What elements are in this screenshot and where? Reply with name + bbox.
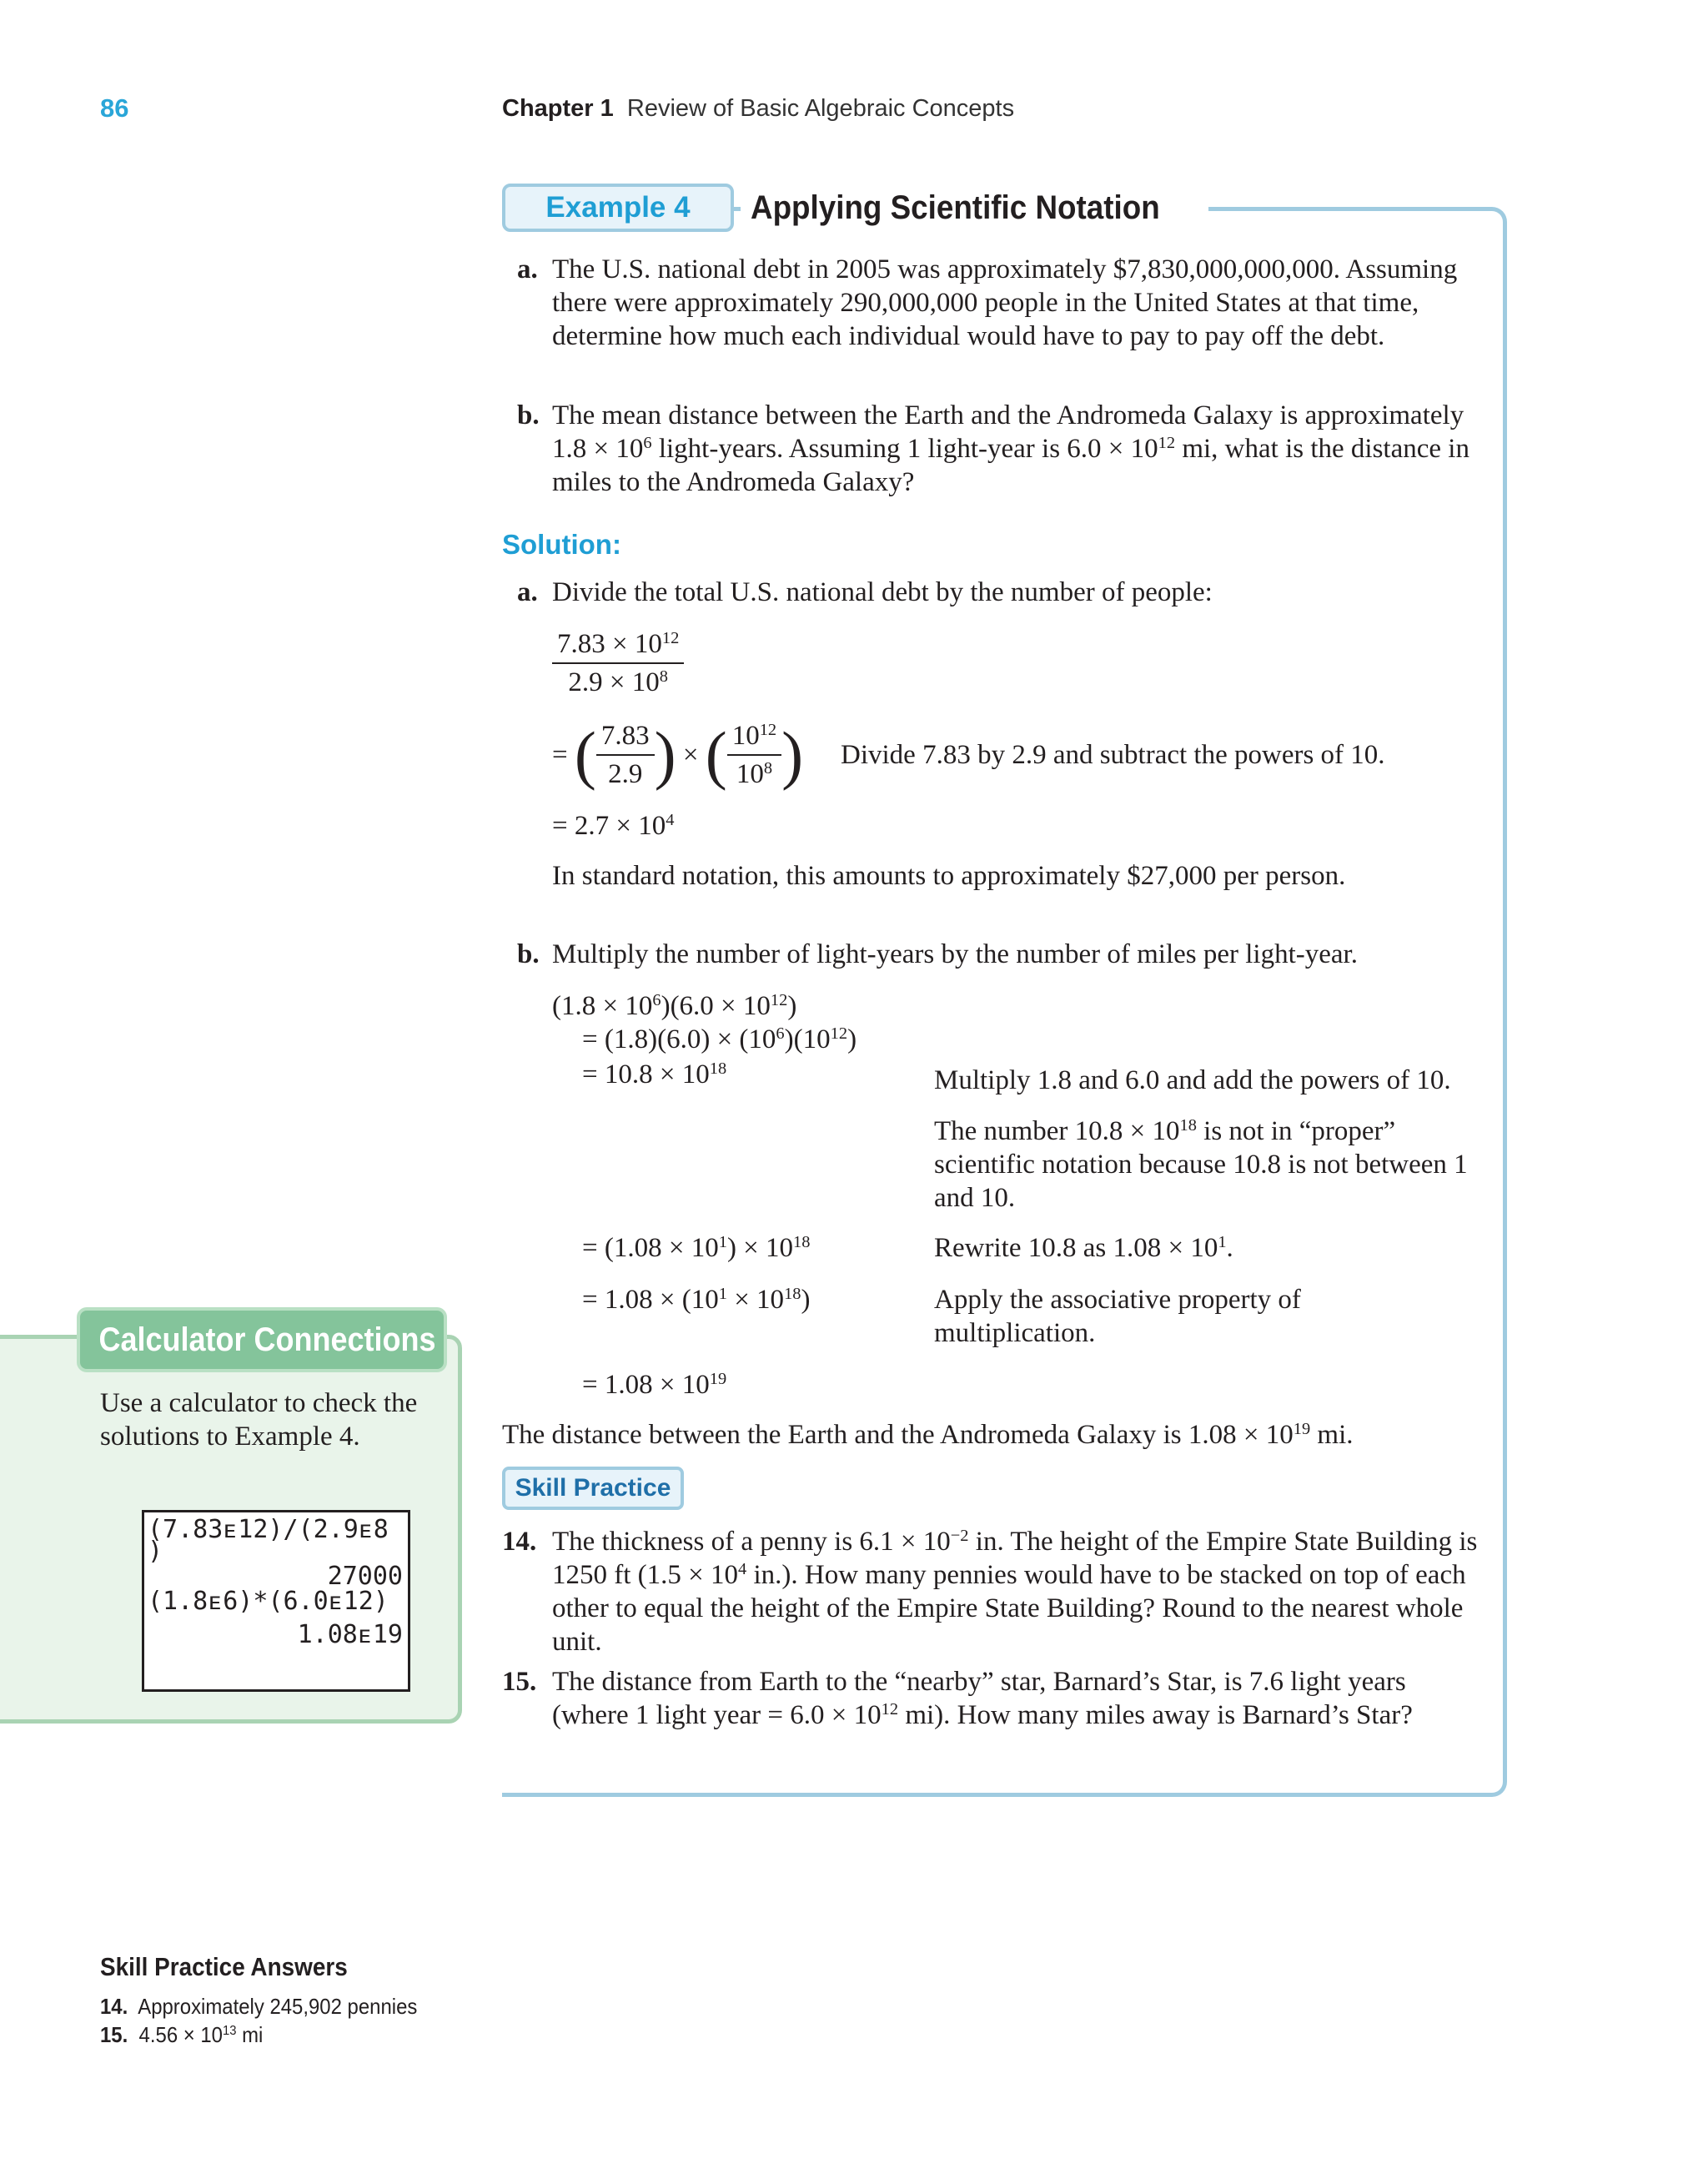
example-badge: Example 4 xyxy=(502,184,734,232)
solution-b-line5: = $1.08 \times (10^1 \times 10^{18})$ xyxy=(582,1284,811,1315)
calculator-connections-badge xyxy=(77,1307,447,1372)
solution-a-conclusion: In standard notation, this amounts to approximately $27,000 per person. xyxy=(552,861,1346,891)
problem-b-label: b. xyxy=(517,400,540,430)
solution-b-line2: = $(1.8)(6.0) \times (10^6)(10^{12})$ xyxy=(582,1024,857,1054)
solution-b-line3: = $10.8 \times 10^{18}$ xyxy=(582,1059,727,1089)
solution-b-note3: Rewrite 10.8 as $1.08 \times 10^1$. xyxy=(934,1232,1233,1263)
solution-b-note4: Apply the associative property of multiplication. xyxy=(934,1285,1301,1348)
problem-a-label: a. xyxy=(517,254,538,284)
solution-label: Solution: xyxy=(502,529,621,560)
solution-a-intro: Divide the total U.S. national debt by the number of people: xyxy=(552,577,1213,607)
solution-b-label: b. xyxy=(517,939,540,969)
skill-practice-answers-title: Skill Practice Answers xyxy=(100,1952,348,1981)
calculator-connections-text: Use a calculator to check the solutions to Example 4. xyxy=(100,1388,418,1452)
chapter-title: Review of Basic Algebraic Concepts xyxy=(626,95,1015,122)
calculator-screen-line2: ) xyxy=(148,1537,163,1566)
solution-b-intro: Multiply the number of light-years by the number of miles per light-year. xyxy=(552,939,1358,969)
solution-b-line4: = $(1.08 \times 10^1) \times 10^{18}$ xyxy=(582,1232,811,1263)
chapter-label: Chapter 1 xyxy=(502,95,614,122)
problem-b xyxy=(517,399,1484,499)
problem-b-text: The mean distance between the Earth and the Andromeda Galaxy is approximately $1.8 \times 10^6$ light-years. Assuming 1 light-year is $6.0 \times 10^{12}$ mi, what is the distance in miles to the Andromeda Galaxy? xyxy=(552,400,1469,497)
solution-b-line1: $(1.8 \times 10^6)(6.0 \times 10^{12})$ xyxy=(552,990,797,1021)
solution-b-line6: = $1.08 \times 10^{19}$ xyxy=(582,1369,727,1400)
calculator-screen-line5: 1.08ᴇ19 xyxy=(297,1620,403,1649)
skill-practice-14 xyxy=(502,1525,1486,1658)
skill-practice-14-number: 14. xyxy=(502,1527,537,1557)
solution-b-note2: The number $10.8 \times 10^{18}$ is not in “proper” scientific notation because 10.8 is not between 1 and 10. xyxy=(934,1115,1468,1213)
calculator-screen-line1: (7.83ᴇ12)/(2.9ᴇ8 xyxy=(148,1515,389,1544)
example-title: Applying Scientific Notation xyxy=(751,189,1160,226)
answer-15: 15. $4.56 \times 10^{13}$ mi xyxy=(100,2022,264,2047)
solution-a-label-bold: a. xyxy=(517,577,538,607)
calculator-screen-line3: 27000 xyxy=(327,1562,403,1591)
calculator-screen xyxy=(142,1510,410,1692)
skill-practice-badge: Skill Practice xyxy=(502,1467,684,1510)
skill-practice-14-text: The thickness of a penny is $6.1 \times 10^{-2}$ in. The height of the Empire State Building is 1250 ft ($1.5 \times 10^4$ in.). How many pennies would have to be stacked on top of each other to equal the height of the Empire State Building? Round to the nearest whole unit. xyxy=(552,1526,1478,1657)
calculator-connections-title: Calculator Connections xyxy=(98,1321,436,1358)
step2-note: Divide 7.83 by 2.9 and subtract the powers of 10. xyxy=(841,740,1385,770)
skill-practice-15-number: 15. xyxy=(502,1667,537,1697)
calculator-screen-line4: (1.8ᴇ6)*(6.0ᴇ12) xyxy=(148,1587,389,1616)
problem-a-text: The U.S. national debt in 2005 was approximately $7,830,000,000,000. Assuming there were approximately 290,000,000 people in the United States at that time, determine how much each individual would have to pay to pay off the debt. xyxy=(552,254,1458,351)
solution-b-note1: Multiply 1.8 and 6.0 and add the powers of 10. xyxy=(934,1065,1451,1095)
answer-14: 14. Approximately 245,902 pennies xyxy=(100,1994,418,2019)
problem-a xyxy=(517,253,1484,386)
skill-practice-15-text: The distance from Earth to the “nearby” star, Barnard’s Star, is 7.6 light years (where 1 light year = $6.0 \times 10^{12}$ mi). How many miles away is Barnard’s Star? xyxy=(552,1667,1413,1730)
fraction-split: = ( $\frac{7.83}{2.9}$ ) × ( $\frac{10^{12}}{10^8}$ ) xyxy=(552,718,804,791)
chapter-header xyxy=(502,95,1014,123)
example-title-wrap xyxy=(741,182,1208,234)
skill-practice-15 xyxy=(502,1665,1486,1765)
page-number: 86 xyxy=(100,93,129,123)
fraction-debt: $\frac{7.83 \times 10^{12}}{2.9 \times 10^8}$ xyxy=(552,627,684,699)
solution-b-conclusion: The distance between the Earth and the Andromeda Galaxy is $1.08 \times 10^{19}$ mi. xyxy=(502,1419,1354,1450)
step3: = $2.7 \times 10^4$ xyxy=(552,810,675,841)
